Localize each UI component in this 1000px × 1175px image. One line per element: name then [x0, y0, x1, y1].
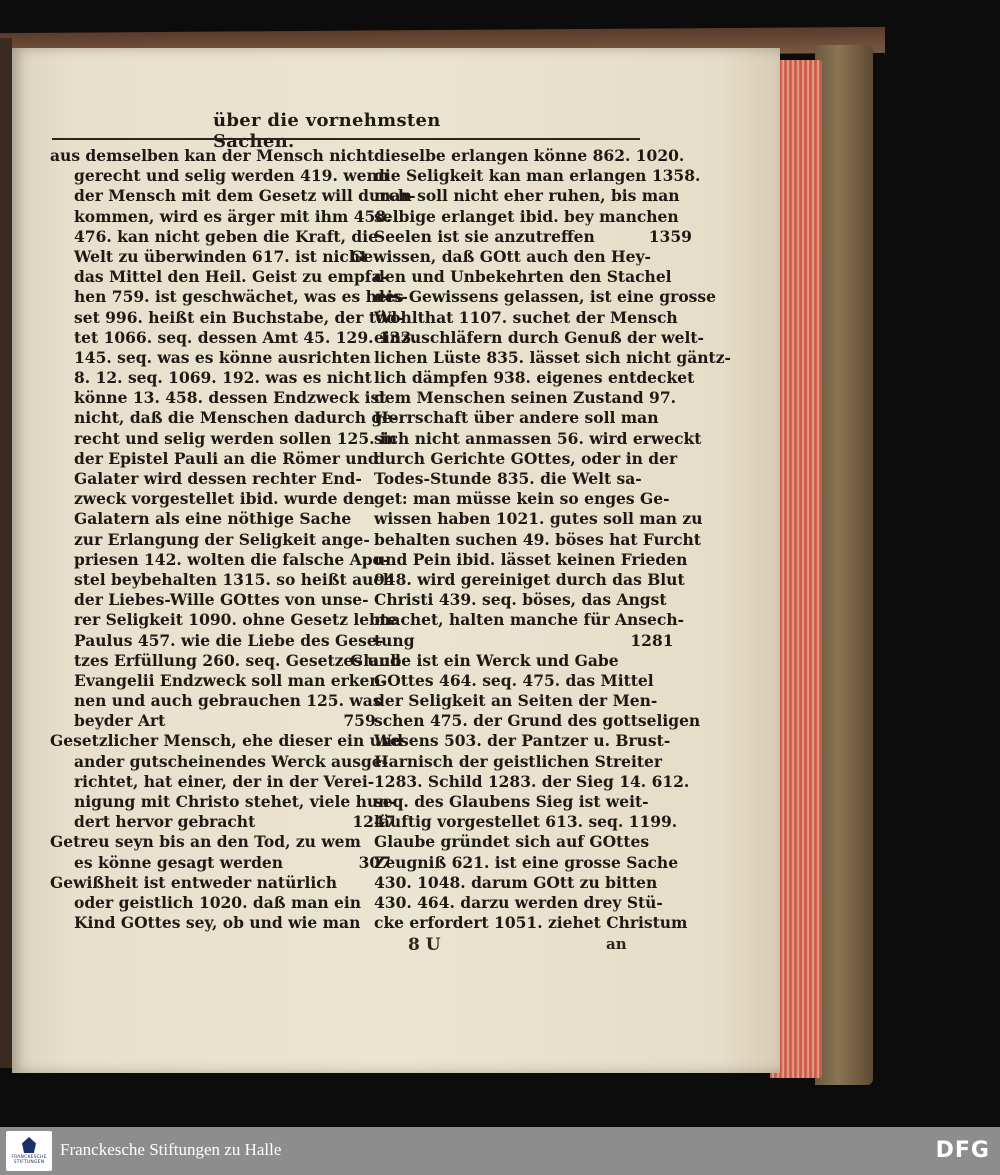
- left-column: [50, 146, 417, 933]
- text-line: die Seligkeit kan man erlangen 1358.: [374, 166, 701, 186]
- text-line: nigung mit Christo stehet, viele hun-: [74, 792, 396, 811]
- text-line: set 996. heißt ein Buchstabe, der töd-: [74, 307, 404, 327]
- text-line: cke erfordert 1051. ziehet Christum: [374, 913, 688, 933]
- text-line: gerecht und selig werden 419. wenn: [74, 166, 389, 186]
- text-line: recht und selig werden sollen 125. in: [74, 428, 398, 448]
- text-line: den und Unbekehrten den Stachel: [374, 267, 672, 287]
- text-line: Welt zu überwinden 617. ist nicht: [74, 246, 368, 266]
- text-line: zweck vorgestellet ibid. wurde den: [74, 489, 375, 509]
- text-line: richtet, hat einer, der in der Verei-: [74, 771, 375, 791]
- text-line: 476. kan nicht geben die Kraft, die: [74, 226, 378, 246]
- text-line: einzuschläfern durch Genuß der welt-: [374, 327, 704, 347]
- text-line: Galatern als eine nöthige Sache: [74, 509, 352, 529]
- text-line: Glaube gründet sich auf GOttes: [374, 832, 650, 852]
- text-line: durch Gerichte GOttes, oder in der: [374, 448, 678, 468]
- text-line: tzes Erfüllung 260. seq. Gesetzes und: [74, 650, 401, 670]
- signature-mark: 8 U: [408, 935, 441, 955]
- text-line: Seelen ist sie anzutreffen 1359: [374, 226, 692, 246]
- text-line: das Mittel den Heil. Geist zu empfa-: [74, 267, 388, 287]
- text-line: priesen 142. wolten die falsche Apo-: [74, 549, 390, 569]
- book-spine-edge: [0, 38, 12, 1068]
- footer-bar: [0, 1127, 1000, 1175]
- text-line: wissen haben 1021. gutes soll man zu: [374, 509, 703, 529]
- text-line: machet, halten manche für Ansech-: [374, 610, 685, 630]
- text-line: Harnisch der geistlichen Streiter: [374, 751, 663, 771]
- text-line: der Liebes-Wille GOttes von unse-: [74, 590, 369, 610]
- text-line: des Gewissens gelassen, ist eine grosse: [374, 287, 716, 307]
- logo-text: FRANCKESCHE STIFTUNGEN: [11, 1155, 47, 1165]
- text-line: tung 1281: [374, 630, 674, 650]
- text-line: beyder Art 759: [74, 711, 376, 731]
- dfg-logo[interactable]: DFG: [935, 1138, 990, 1163]
- text-line: Todes-Stunde 835. die Welt sa-: [374, 469, 642, 488]
- text-line: get: man müsse kein so enges Ge-: [374, 489, 670, 509]
- text-line: stel beybehalten 1315. so heißt auch: [74, 569, 395, 589]
- text-line: man soll nicht eher ruhen, bis man: [374, 186, 680, 206]
- text-line: Christi 439. seq. böses, das Angst: [374, 590, 667, 610]
- head-rule: [52, 138, 640, 140]
- text-line: lichen Lüste 835. lässet sich nicht gäntz-: [374, 347, 731, 367]
- text-line: hen 759. ist geschwächet, was es heis-: [74, 287, 408, 307]
- text-line: Gesetzlicher Mensch, ehe dieser ein und: [50, 731, 403, 751]
- text-line: 430. 464. darzu werden drey Stü-: [374, 892, 663, 912]
- text-line: lich dämpfen 938. eigenes entdecket: [374, 368, 695, 388]
- text-line: dem Menschen seinen Zustand 97.: [374, 388, 677, 408]
- text-line: zur Erlangung der Seligkeit ange-: [74, 529, 370, 549]
- text-line: läuftig vorgestellet 613. seq. 1199.: [374, 812, 678, 832]
- text-line: sich nicht anmassen 56. wird erweckt: [374, 428, 702, 448]
- text-line: GOttes 464. seq. 475. das Mittel: [374, 670, 654, 690]
- text-line: nen und auch gebrauchen 125. was: [74, 691, 382, 711]
- right-column: [350, 146, 731, 933]
- text-line: schen 475. der Grund des gottseligen: [374, 711, 701, 731]
- text-line: 430. 1048. darum GOtt zu bitten: [374, 872, 658, 892]
- text-line: könne 13. 458. dessen Endzweck ist: [74, 388, 387, 408]
- text-line: Paulus 457. wie die Liebe des Gese-: [74, 630, 384, 650]
- text-line: oder geistlich 1020. daß man ein: [74, 892, 362, 912]
- text-line: Galater wird dessen rechter End-: [74, 469, 362, 488]
- text-line: der Mensch mit dem Gesetz will durch-: [74, 186, 416, 206]
- text-line: tet 1066. seq. dessen Amt 45. 129. 133.: [74, 327, 417, 347]
- text-line: 8. 12. seq. 1069. 192. was es nicht: [74, 368, 372, 388]
- text-line: Evangelii Endzweck soll man erken-: [74, 670, 388, 690]
- text-line: 948. wird gereiniget durch das Blut: [374, 569, 685, 589]
- text-line: rer Seligkeit 1090. ohne Gesetz lebte: [74, 610, 398, 630]
- text-line: nicht, daß die Menschen dadurch ge-: [74, 408, 399, 428]
- text-line: der Epistel Pauli an die Römer und: [74, 448, 379, 468]
- text-line: seq. des Glaubens Sieg ist weit-: [374, 792, 649, 811]
- text-line: dert hervor gebracht 1247: [74, 812, 396, 832]
- text-line: Getreu seyn bis an den Tod, zu wem: [50, 832, 361, 852]
- text-line: Kind GOttes sey, ob und wie man: [74, 913, 361, 933]
- text-line: es könne gesagt werden 307: [74, 852, 391, 872]
- text-line: Glaube ist ein Werck und Gabe: [350, 650, 619, 670]
- text-line: kommen, wird es ärger mit ihm 458.: [74, 206, 392, 226]
- text-line: Wohlthat 1107. suchet der Mensch: [374, 307, 678, 327]
- institution-name[interactable]: Franckesche Stiftungen zu Halle: [60, 1140, 282, 1159]
- text-line: 1283. Schild 1283. der Sieg 14. 612.: [374, 771, 690, 791]
- book-cover-right: [815, 45, 873, 1085]
- text-line: und Pein ibid. lässet keinen Frieden: [374, 549, 688, 569]
- catchword: an: [606, 935, 627, 953]
- running-head: über die vornehmsten Sachen.: [213, 110, 441, 152]
- text-line: selbige erlanget ibid. bey manchen: [374, 206, 679, 226]
- text-line: 145. seq. was es könne ausrichten: [74, 347, 371, 367]
- text-line: Zeugniß 621. ist eine grosse Sache: [374, 852, 679, 872]
- text-line: dieselbe erlangen könne 862. 1020.: [374, 146, 685, 165]
- text-line: aus demselben kan der Mensch nicht: [50, 146, 375, 165]
- text-line: Gewißheit ist entweder natürlich: [50, 872, 337, 892]
- text-line: Gewissen, daß GOtt auch den Hey-: [350, 246, 651, 266]
- text-line: der Seligkeit an Seiten der Men-: [374, 691, 658, 711]
- text-line: behalten suchen 49. böses hat Furcht: [374, 529, 701, 549]
- building-icon: [22, 1137, 36, 1153]
- text-line: ander gutscheinendes Werck ausge-: [74, 751, 389, 771]
- text-line: Herrschaft über andere soll man: [374, 408, 659, 428]
- franckesche-logo[interactable]: [6, 1131, 52, 1171]
- text-line: Wesens 503. der Pantzer u. Brust-: [374, 731, 671, 751]
